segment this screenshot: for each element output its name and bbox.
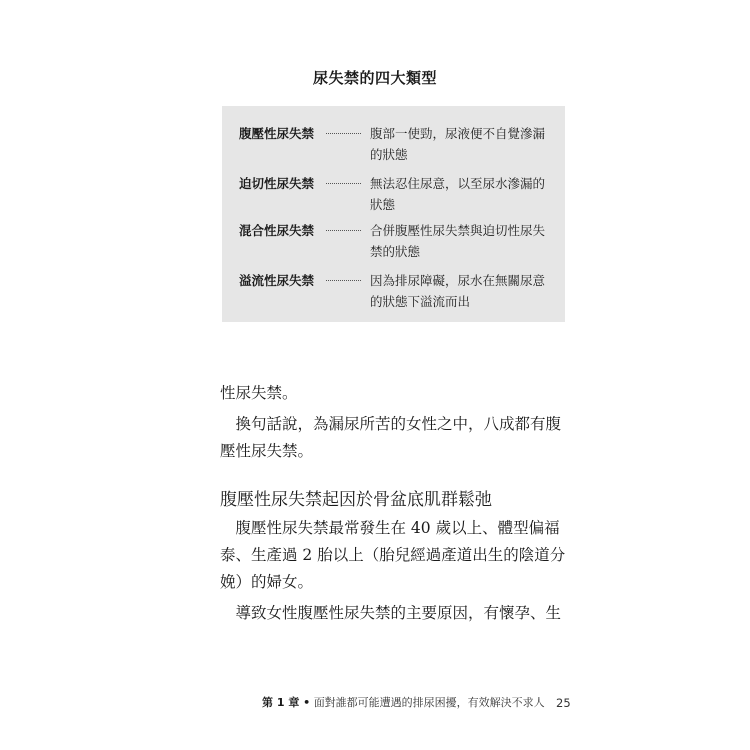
leader-dots	[326, 280, 361, 281]
incontinence-types-box	[222, 106, 565, 322]
type-description: 合併腹壓性尿失禁與迫切性尿失禁的狀態	[370, 223, 546, 259]
body-paragraph: 性尿失禁。	[220, 384, 298, 402]
type-description: 無法忍住尿意，以至尿水滲漏的狀態	[370, 176, 546, 212]
type-name: 腹壓性尿失禁	[239, 126, 315, 141]
type-row	[222, 220, 565, 266]
body-paragraph: 導致女性腹壓性尿失禁的主要原因，有懷孕、生	[235, 604, 562, 622]
body-text-bottom	[220, 515, 570, 627]
type-name: 溢流性尿失禁	[239, 273, 315, 288]
type-row	[222, 173, 565, 219]
leader-dots	[326, 133, 361, 134]
footer-chapter-title: 面對誰都可能遭遇的排尿困擾，有效解決不求人	[313, 696, 545, 709]
type-description: 因為排尿障礙，尿水在無關尿意的狀態下溢流而出	[370, 273, 546, 309]
body-text-top	[220, 380, 570, 465]
page-number: 25	[556, 696, 571, 710]
leader-dots	[326, 183, 361, 184]
leader-dots	[326, 230, 361, 231]
body-paragraph: 腹壓性尿失禁最常發生在 40 歲以上、體型偏福泰、生產過 2 胎以上（胎兒經過產道出生的陰道分娩）的婦女。	[220, 519, 566, 591]
type-row	[222, 123, 565, 169]
type-name: 混合性尿失禁	[239, 223, 315, 238]
section-heading: 腹壓性尿失禁起因於骨盆底肌群鬆弛	[220, 490, 492, 510]
box-title: 尿失禁的四大類型	[312, 69, 437, 87]
footer-chapter: 第 1 章 •	[262, 696, 311, 709]
type-name: 迫切性尿失禁	[239, 176, 315, 191]
type-description: 腹部一使勁，尿液便不自覺滲漏的狀態	[370, 126, 546, 162]
page-footer	[262, 695, 572, 711]
body-paragraph: 換句話說，為漏尿所苦的女性之中，八成都有腹壓性尿失禁。	[220, 415, 562, 460]
type-row	[222, 270, 565, 316]
